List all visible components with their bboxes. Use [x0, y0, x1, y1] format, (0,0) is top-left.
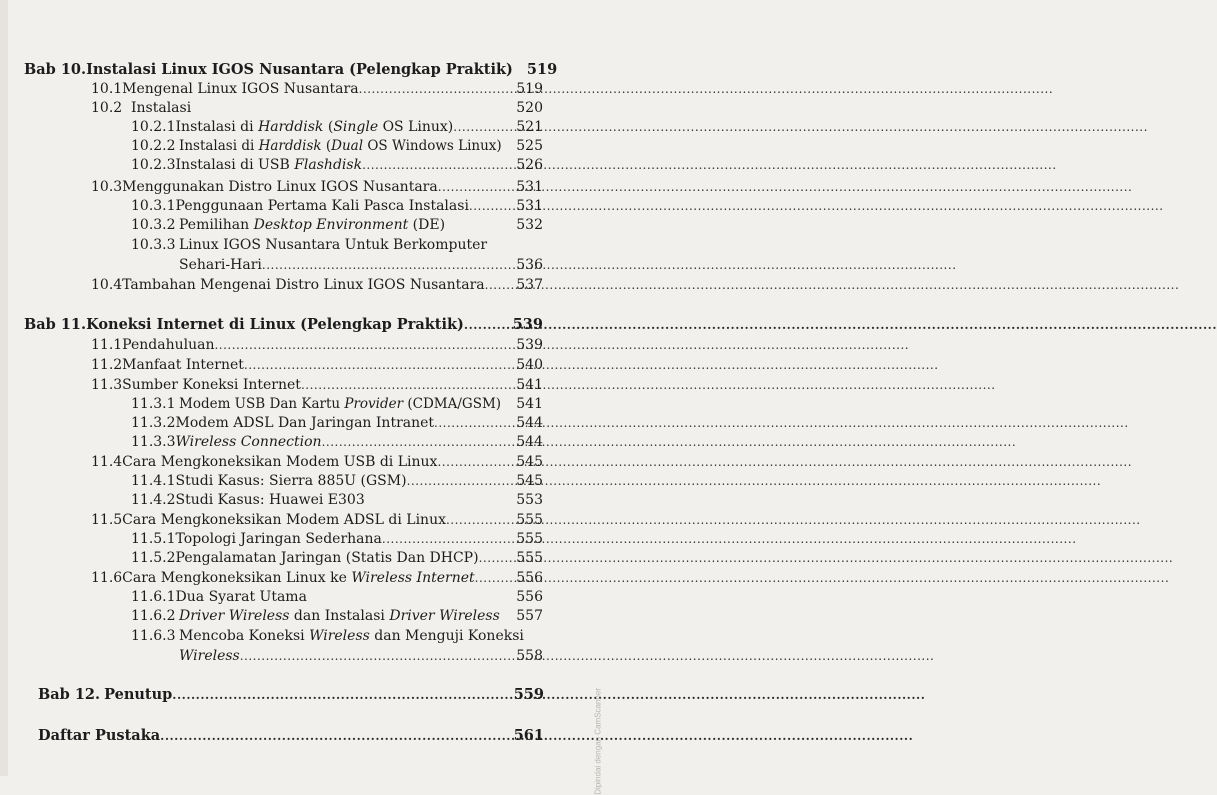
entry-page: 544 — [516, 415, 543, 431]
entry-page: 556 — [516, 589, 543, 605]
chapter-page: 539 — [512, 316, 543, 333]
leader-dots — [438, 178, 514, 196]
entry-title: Studi Kasus: Sierra 885U (GSM) — [175, 473, 407, 489]
toc-entry-11-3-3[interactable] — [131, 433, 543, 451]
leader-dots — [359, 80, 514, 98]
toc-entry-10-2-2[interactable] — [131, 137, 543, 155]
entry-page: 531 — [516, 198, 543, 214]
entry-number: 10.3.1 — [131, 198, 176, 214]
toc-entry-11-2[interactable] — [91, 356, 543, 374]
entry-page: 555 — [516, 512, 543, 528]
toc-entry-11-5-2[interactable] — [131, 549, 543, 567]
toc-entry-11-6-1[interactable] — [131, 588, 543, 606]
entry-number: 11.4 — [91, 454, 123, 470]
entry-title-line1: Mencoba Koneksi Wireless dan Menguji Koneksi — [179, 628, 524, 644]
toc-entry-11-3-2[interactable] — [131, 414, 543, 432]
entry-number: 11.5.2 — [131, 550, 176, 566]
entry-page: 525 — [516, 138, 543, 154]
toc-entry-11-6-3-cont[interactable] — [179, 647, 543, 665]
entry-title: Instalasi — [131, 100, 192, 116]
entry-title: Pengalamatan Jaringan (Statis Dan DHCP) — [175, 550, 479, 566]
entry-page: 558 — [516, 648, 543, 664]
entry-title: Sumber Koneksi Internet — [122, 377, 301, 393]
scanner-watermark: Dipindai dengan CamScanner — [594, 688, 603, 795]
entry-title: Instalasi di Harddisk (Dual OS Windows Linux) — [179, 138, 502, 154]
entry-page: 531 — [516, 179, 543, 195]
entry-number: 10.4 — [91, 277, 123, 293]
bibliography-page: 561 — [513, 727, 544, 744]
page-edge — [0, 0, 8, 776]
entry-number: 10.2.1 — [131, 119, 176, 135]
entry-page: 540 — [516, 357, 543, 373]
entry-page: 555 — [516, 550, 543, 566]
entry-page: 541 — [516, 396, 543, 412]
leader-dots — [244, 356, 513, 374]
entry-title: Modem USB Dan Kartu Provider (CDMA/GSM) — [179, 396, 502, 412]
entry-number: 10.1 — [91, 81, 123, 97]
chapter-page: 519 — [526, 61, 558, 78]
toc-entry-10-3-2[interactable] — [131, 216, 543, 234]
entry-number: 10.3.2 — [131, 217, 176, 233]
entry-title-line2: Wireless — [179, 648, 240, 664]
leader-dots — [362, 156, 513, 174]
entry-title: Menggunakan Distro Linux IGOS Nusantara — [122, 179, 438, 195]
entry-number: 11.4.2 — [131, 492, 176, 508]
chapter-number: Bab 11. — [24, 316, 87, 333]
entry-title: Manfaat Internet — [122, 357, 244, 373]
entry-title-line2: Sehari-Hari — [179, 257, 262, 273]
toc-entry-11-3-1[interactable] — [131, 395, 543, 413]
entry-title: Penggunaan Pertama Kali Pasca Instalasi — [175, 198, 469, 214]
leader-dots — [382, 530, 513, 548]
toc-entry-10-3-3[interactable] — [131, 236, 543, 254]
toc-entry-11-4-1[interactable] — [131, 472, 543, 490]
toc-entry-11-5[interactable] — [91, 511, 543, 529]
entry-title: Wireless Connection — [175, 434, 322, 450]
entry-number: 11.5.1 — [131, 531, 176, 547]
toc-entry-11-4[interactable] — [91, 453, 543, 471]
toc-entry-10-2-3[interactable] — [131, 156, 543, 174]
entry-title: Studi Kasus: Huawei E303 — [175, 492, 365, 508]
entry-page: 539 — [516, 337, 543, 353]
entry-page: 557 — [516, 608, 543, 624]
entry-page: 532 — [516, 217, 543, 233]
entry-number: 10.3 — [91, 179, 123, 195]
chapter-title: Penutup — [104, 686, 173, 703]
toc-entry-10-4[interactable] — [91, 276, 543, 294]
entry-title: Pendahuluan — [122, 337, 215, 353]
entry-title-line1: Linux IGOS Nusantara Untuk Berkomputer — [179, 237, 488, 253]
toc-entry-10-3-3-cont[interactable] — [179, 256, 543, 274]
entry-title: Driver Wireless dan Instalasi Driver Wireless — [179, 608, 500, 624]
entry-page: 553 — [516, 492, 543, 508]
entry-title: Topologi Jaringan Sederhana — [175, 531, 382, 547]
toc-chapter-10[interactable] — [24, 61, 558, 79]
toc-entry-10-3[interactable] — [91, 178, 543, 196]
leader-dots — [475, 569, 514, 587]
leader-dots — [434, 414, 513, 432]
bibliography-title: Daftar Pustaka — [38, 727, 161, 744]
leader-dots — [464, 316, 505, 334]
entry-number: 11.6.1 — [131, 589, 176, 605]
entry-title: Mengenal Linux IGOS Nusantara — [122, 81, 359, 97]
leader-dots — [160, 727, 498, 745]
chapter-number: Bab 10. — [24, 61, 87, 78]
leader-dots — [446, 511, 513, 529]
toc-entry-11-6-2[interactable] — [131, 607, 543, 625]
entry-page: 521 — [516, 119, 543, 135]
toc-entry-11-4-2[interactable] — [131, 491, 543, 509]
entry-number: 11.6 — [91, 570, 123, 586]
entry-number: 11.1 — [91, 337, 123, 353]
toc-entry-10-2[interactable] — [91, 99, 543, 117]
entry-page: 536 — [516, 257, 543, 273]
entry-title: Tambahan Mengenai Distro Linux IGOS Nusantara — [122, 277, 485, 293]
entry-number: 11.3 — [91, 377, 123, 393]
leader-dots — [172, 686, 497, 704]
entry-title: Cara Mengkoneksikan Modem USB di Linux — [122, 454, 438, 470]
toc-bibliography[interactable] — [38, 727, 544, 745]
leader-dots — [469, 197, 513, 215]
entry-page: 520 — [516, 100, 543, 116]
leader-dots — [437, 453, 513, 471]
chapter-title: Koneksi Internet di Linux (Pelengkap Praktik) — [86, 316, 464, 333]
chapter-number: Bab 12. — [38, 686, 101, 703]
chapter-page: 559 — [513, 686, 544, 703]
toc-entry-10-1[interactable] — [91, 80, 543, 98]
entry-number: 10.2 — [91, 100, 123, 116]
leader-dots — [322, 433, 514, 451]
toc-chapter-11[interactable] — [24, 316, 543, 334]
entry-page: 541 — [516, 377, 543, 393]
entry-number: 11.3.1 — [131, 396, 176, 412]
leader-dots — [240, 647, 514, 665]
toc-page — [0, 0, 603, 795]
leader-dots — [485, 276, 514, 294]
entry-number: 10.3.3 — [131, 237, 176, 253]
toc-entry-11-6-3[interactable] — [131, 627, 543, 645]
entry-number: 10.2.2 — [131, 138, 176, 154]
toc-entry-10-2-1[interactable] — [131, 118, 543, 136]
toc-chapter-12[interactable] — [38, 686, 544, 704]
entry-number: 11.5 — [91, 512, 123, 528]
leader-dots — [479, 549, 514, 567]
entry-page: 537 — [516, 277, 543, 293]
toc-entry-11-6[interactable] — [91, 569, 543, 587]
toc-entry-11-5-1[interactable] — [131, 530, 543, 548]
entry-title: Modem ADSL Dan Jaringan Intranet — [175, 415, 435, 431]
entry-title: Instalasi di Harddisk (Single OS Linux) — [175, 119, 454, 135]
entry-title: Pemilihan Desktop Environment (DE) — [179, 217, 446, 233]
entry-page: 519 — [516, 81, 543, 97]
entry-number: 10.2.3 — [131, 157, 176, 173]
toc-entry-11-3[interactable] — [91, 376, 543, 394]
entry-title: Cara Mengkoneksikan Linux ke Wireless Internet — [122, 570, 475, 586]
leader-dots — [262, 256, 513, 274]
entry-page: 545 — [516, 473, 543, 489]
entry-page: 545 — [516, 454, 543, 470]
entry-page: 555 — [516, 531, 543, 547]
toc-entry-11-1[interactable] — [91, 336, 543, 354]
entry-title: Dua Syarat Utama — [175, 589, 307, 605]
leader-dots — [301, 376, 513, 394]
entry-number: 11.6.2 — [131, 608, 176, 624]
leader-dots — [214, 336, 513, 354]
entry-page: 556 — [516, 570, 543, 586]
leader-space — [307, 588, 513, 606]
entry-number: 11.4.1 — [131, 473, 176, 489]
entry-page: 544 — [516, 434, 543, 450]
leader-dots — [453, 118, 513, 136]
entry-title: Cara Mengkoneksikan Modem ADSL di Linux — [122, 512, 446, 528]
entry-title: Instalasi di USB Flashdisk — [175, 157, 363, 173]
leader-dots — [407, 472, 514, 490]
entry-number: 11.2 — [91, 357, 123, 373]
entry-number: 11.3.2 — [131, 415, 176, 431]
leader-space — [365, 491, 514, 509]
toc-entry-10-3-1[interactable] — [131, 197, 543, 215]
entry-number: 11.3.3 — [131, 434, 176, 450]
chapter-title: Instalasi Linux IGOS Nusantara (Pelengkap Praktik) — [86, 61, 513, 78]
entry-page: 526 — [516, 157, 543, 173]
entry-number: 11.6.3 — [131, 628, 176, 644]
